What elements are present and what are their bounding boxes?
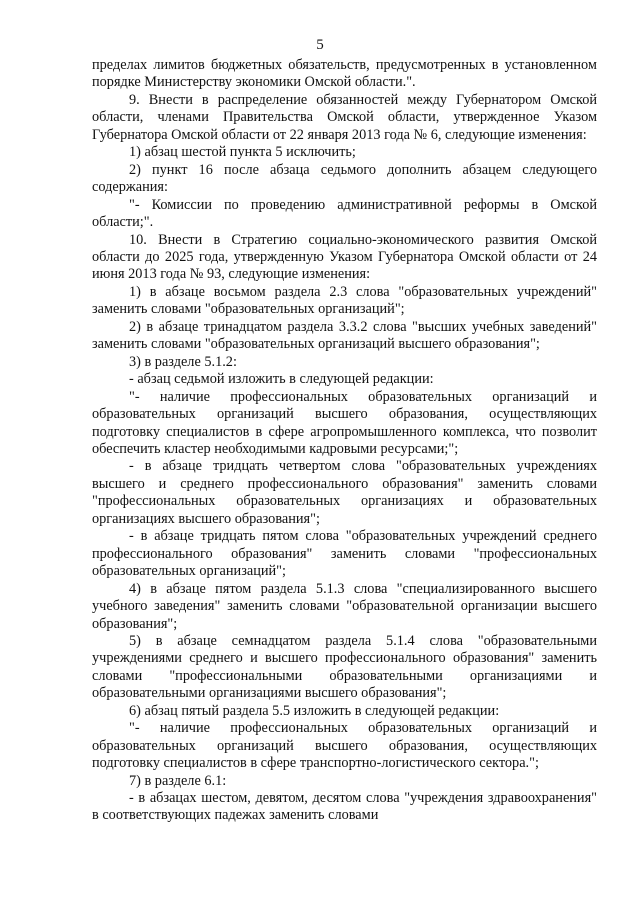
paragraph-item-9: 9. Внести в распределение обязанностей между Губернатором Омской области, членами Правительства Омской области, утвержденное Указом Губернатора Омской области от 22 января 2013 года № 6, следующие изменения: [92,91,597,143]
paragraph-item-10-1: 1) в абзаце восьмом раздела 2.3 слова "образовательных учреждений" заменить словами "образовательных организаций"; [92,283,597,318]
paragraph-item-9-2-text: "- Комиссии по проведению административной реформы в Омской области;". [92,196,597,231]
paragraph-continuation: пределах лимитов бюджетных обязательств, предусмотренных в установленном порядке Министерству экономики Омской области.". [92,57,597,91]
document-body [92,57,597,825]
paragraph-item-9-1: 1) абзац шестой пункта 5 исключить; [129,144,356,161]
page-number: 5 [316,37,324,53]
paragraph-item-10-3-c: - в абзаце тридцать пятом слова "образовательных учреждений среднего профессионального образования" заменить словами "профессиональных образовательных организаций"; [92,528,597,580]
paragraph-item-10-2: 2) в абзаце тринадцатом раздела 3.3.2 слова "высших учебных заведений" заменить словами "образовательных организаций высшего образования"; [92,318,597,353]
paragraph-item-10-4: 4) в абзаце пятом раздела 5.1.3 слова "специализированного высшего учебного заведения" заменить словами "образовательной организации высшего образования"; [92,580,597,632]
paragraph-item-10-6: 6) абзац пятый раздела 5.5 изложить в следующей редакции: [129,702,500,719]
paragraph-item-9-2: 2) пункт 16 после абзаца седьмого дополнить абзацем следующего содержания: [92,161,597,196]
paragraph-item-10-6-text: "- наличие профессиональных образовательных организаций и образовательных организаций высшего образования, осуществляющих подготовку специалистов в сфере транспортно-логистического сектора."; [92,720,597,772]
paragraph-item-10-3-a-text: "- наличие профессиональных образовательных организаций и образовательных организаций высшего образования, осуществляющих подготовку специалистов в сфере агропромышленного комплекса, что позволит обеспечить кластер необходимыми кадровыми ресурсами;"; [92,388,597,457]
paragraph-item-10-3: 3) в разделе 5.1.2: [129,353,237,370]
paragraph-item-10-3-a: - абзац седьмой изложить в следующей редакции: [129,371,434,388]
paragraph-item-10-7: 7) в разделе 6.1: [129,772,227,789]
paragraph-item-10: 10. Внести в Стратегию социально-экономического развития Омской области до 2025 года, утвержденную Указом Губернатора Омской области от 24 июня 2013 года № 93, следующие изменения: [92,231,597,283]
paragraph-item-10-5: 5) в абзаце семнадцатом раздела 5.1.4 слова "образовательными учреждениями среднего и высшего профессионального образования" заменить словами "профессиональными образовательными организациями и образовательными организациями высшего образования"; [92,632,597,702]
paragraph-item-10-7-a: - в абзацах шестом, девятом, десятом слова "учреждения здравоохранения" в соответствующих падежах заменить словами [92,790,597,824]
paragraph-item-10-3-b: - в абзаце тридцать четвертом слова "образовательных учреждениях высшего и среднего профессионального образования" заменить словами "профессиональных образовательных организациях и образовательных организациях высшего образования"; [92,458,597,527]
